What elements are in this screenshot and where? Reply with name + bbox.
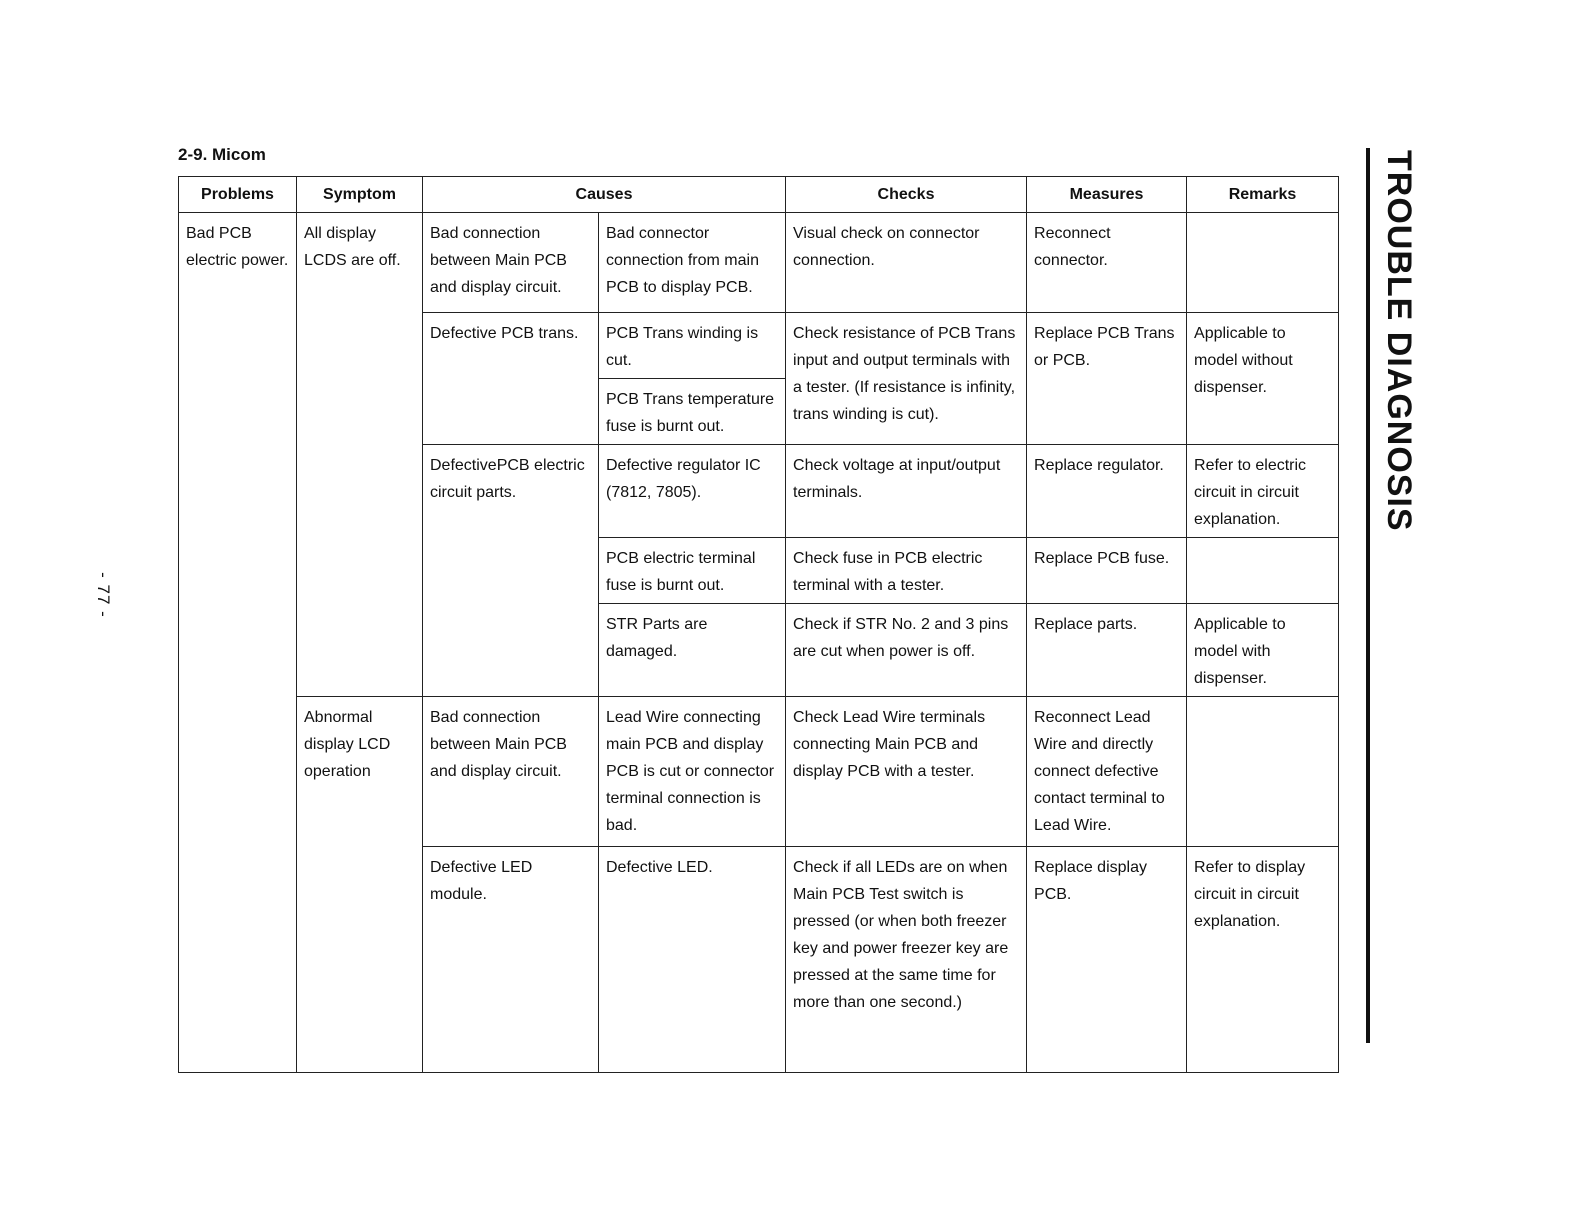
cause-cell: Bad connection between Main PCB and display circuit. [423,213,599,313]
measure-cell: Reconnect connector. [1027,213,1187,313]
cause-detail-cell: PCB Trans temperature fuse is burnt out. [599,379,786,445]
cause-detail-cell: Defective LED. [599,847,786,1073]
symptom-cell: Abnormal display LCD operation [297,697,423,1073]
remark-cell: Refer to display circuit in circuit explanation. [1187,847,1339,1073]
side-divider [1366,148,1370,1043]
check-cell: Visual check on connector connection. [786,213,1027,313]
header-symptom: Symptom [297,177,423,213]
remark-cell: Applicable to model with dispenser. [1187,604,1339,697]
measure-cell: Replace parts. [1027,604,1187,697]
side-heading: TROUBLE DIAGNOSIS [1380,150,1418,532]
section-title: 2-9. Micom [178,145,266,164]
check-cell: Check voltage at input/output terminals. [786,445,1027,538]
header-measures: Measures [1027,177,1187,213]
header-problems: Problems [179,177,297,213]
remark-cell [1187,538,1339,604]
check-cell: Check fuse in PCB electric terminal with a tester. [786,538,1027,604]
cause-cell: DefectivePCB electric circuit parts. [423,445,599,697]
check-cell: Check Lead Wire terminals connecting Main PCB and display PCB with a tester. [786,697,1027,847]
cause-cell: Bad connection between Main PCB and display circuit. [423,697,599,847]
trouble-diagnosis-table [178,176,1339,1073]
cause-detail-cell: Bad connector connection from main PCB to display PCB. [599,213,786,313]
header-row [179,177,1339,213]
header-remarks: Remarks [1187,177,1339,213]
remark-cell: Refer to electric circuit in circuit explanation. [1187,445,1339,538]
cause-detail-cell: Lead Wire connecting main PCB and display PCB is cut or connector terminal connection is bad. [599,697,786,847]
cause-detail-cell: Defective regulator IC (7812, 7805). [599,445,786,538]
measure-cell: Reconnect Lead Wire and directly connect defective contact terminal to Lead Wire. [1027,697,1187,847]
remark-cell [1187,213,1339,313]
measure-cell: Replace display PCB. [1027,847,1187,1073]
header-causes: Causes [423,177,786,213]
table-row [179,213,1339,313]
cause-cell: Defective PCB trans. [423,313,599,445]
measure-cell: Replace PCB fuse. [1027,538,1187,604]
cause-detail-cell: STR Parts are damaged. [599,604,786,697]
cause-cell: Defective LED module. [423,847,599,1073]
header-checks: Checks [786,177,1027,213]
check-cell: Check if all LEDs are on when Main PCB Test switch is pressed (or when both freezer key and power freezer key are pressed at the same time for more than one second.) [786,847,1027,1073]
check-cell: Check if STR No. 2 and 3 pins are cut when power is off. [786,604,1027,697]
problem-cell: Bad PCB electric power. [179,213,297,1073]
remark-cell [1187,697,1339,847]
measure-cell: Replace regulator. [1027,445,1187,538]
cause-detail-cell: PCB Trans winding is cut. [599,313,786,379]
cause-detail-cell: PCB electric terminal fuse is burnt out. [599,538,786,604]
page-number: - 77 - [93,572,113,618]
remark-cell: Applicable to model without dispenser. [1187,313,1339,445]
measure-cell: Replace PCB Trans or PCB. [1027,313,1187,445]
check-cell: Check resistance of PCB Trans input and output terminals with a tester. (If resistance is infinity, trans winding is cut). [786,313,1027,445]
table-row [179,697,1339,847]
symptom-cell: All display LCDS are off. [297,213,423,697]
